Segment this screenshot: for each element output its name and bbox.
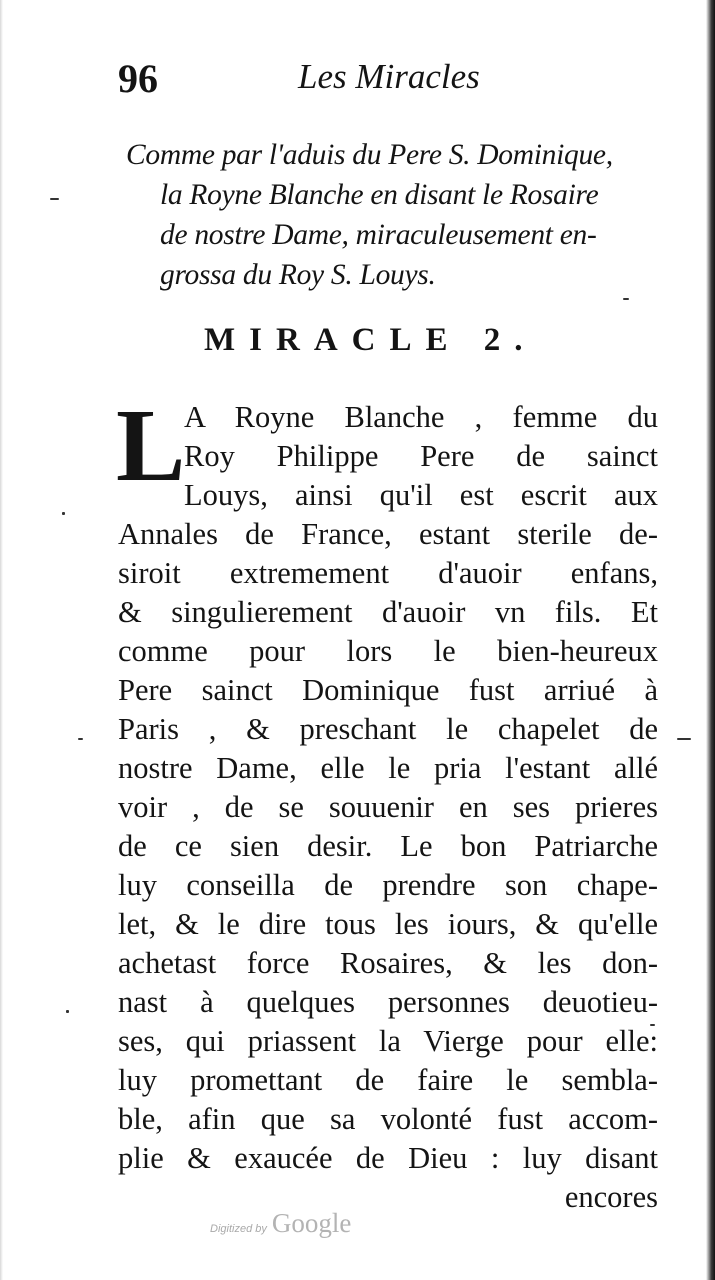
body-line: A Royne Blanche , femme du bbox=[184, 400, 658, 434]
chapter-summary bbox=[126, 135, 674, 295]
body-line: Paris , & preschant le chapelet de bbox=[118, 712, 658, 746]
scan-speck bbox=[66, 1010, 69, 1013]
summary-line: de nostre Dame, miraculeusement en- bbox=[160, 219, 597, 251]
body-line: luy promettant de faire le sembla- bbox=[118, 1063, 658, 1097]
body-line: comme pour lors le bien-heureux bbox=[118, 634, 658, 668]
page-number: 96 bbox=[118, 56, 158, 101]
summary-line: grossa du Roy S. Louys. bbox=[160, 259, 436, 291]
running-title: Les Miracles bbox=[298, 57, 480, 96]
body-line: achetast force Rosaires, & les don- bbox=[118, 946, 658, 980]
catchword: encores bbox=[564, 1180, 658, 1214]
summary-line: la Royne Blanche en disant le Rosaire bbox=[160, 179, 599, 211]
scan-speck bbox=[623, 298, 629, 300]
body-line: de ce sien desir. Le bon Patriarche bbox=[118, 829, 658, 863]
page-header bbox=[118, 55, 678, 105]
drop-cap: L bbox=[116, 388, 186, 503]
body-line: luy conseilla de prendre son chape- bbox=[118, 868, 658, 902]
miracle-heading: MIRACLE 2. bbox=[204, 322, 537, 358]
body-line: & singulierement d'auoir vn fils. Et bbox=[118, 595, 658, 629]
page-binding-shadow bbox=[706, 0, 715, 1280]
body-line: Annales de France, estant sterile de- bbox=[118, 517, 658, 551]
scan-speck bbox=[78, 738, 83, 740]
body-line: Louys, ainsi qu'il est escrit aux bbox=[184, 478, 658, 512]
scan-speck bbox=[677, 738, 691, 740]
summary-line: Comme par l'aduis du Pere S. Dominique, bbox=[126, 139, 613, 171]
body-line: nostre Dame, elle le pria l'estant allé bbox=[118, 751, 658, 785]
page-left-edge bbox=[0, 0, 3, 1280]
scan-speck bbox=[50, 198, 59, 200]
digitized-watermark bbox=[210, 1208, 351, 1239]
body-line: plie & exaucée de Dieu : luy disant bbox=[118, 1141, 658, 1175]
body-line: ble, afin que sa volonté fust accom- bbox=[118, 1102, 658, 1136]
body-line: siroit extremement d'auoir enfans, bbox=[118, 556, 658, 590]
body-line: ses, qui priassent la Vierge pour elle: bbox=[118, 1024, 658, 1058]
digitized-prefix: Digitized by bbox=[210, 1223, 267, 1235]
body-line: voir , de se souuenir en ses prieres bbox=[118, 790, 658, 824]
body-line: Roy Philippe Pere de sainct bbox=[184, 439, 658, 473]
body-line: let, & le dire tous les iours, & qu'elle bbox=[118, 907, 658, 941]
body-line: nast à quelques personnes deuotieu- bbox=[118, 985, 658, 1019]
scan-speck bbox=[62, 512, 65, 515]
body-line: Pere sainct Dominique fust arriué à bbox=[118, 673, 658, 707]
body-text bbox=[116, 388, 658, 1217]
google-logo: Google bbox=[271, 1208, 352, 1238]
